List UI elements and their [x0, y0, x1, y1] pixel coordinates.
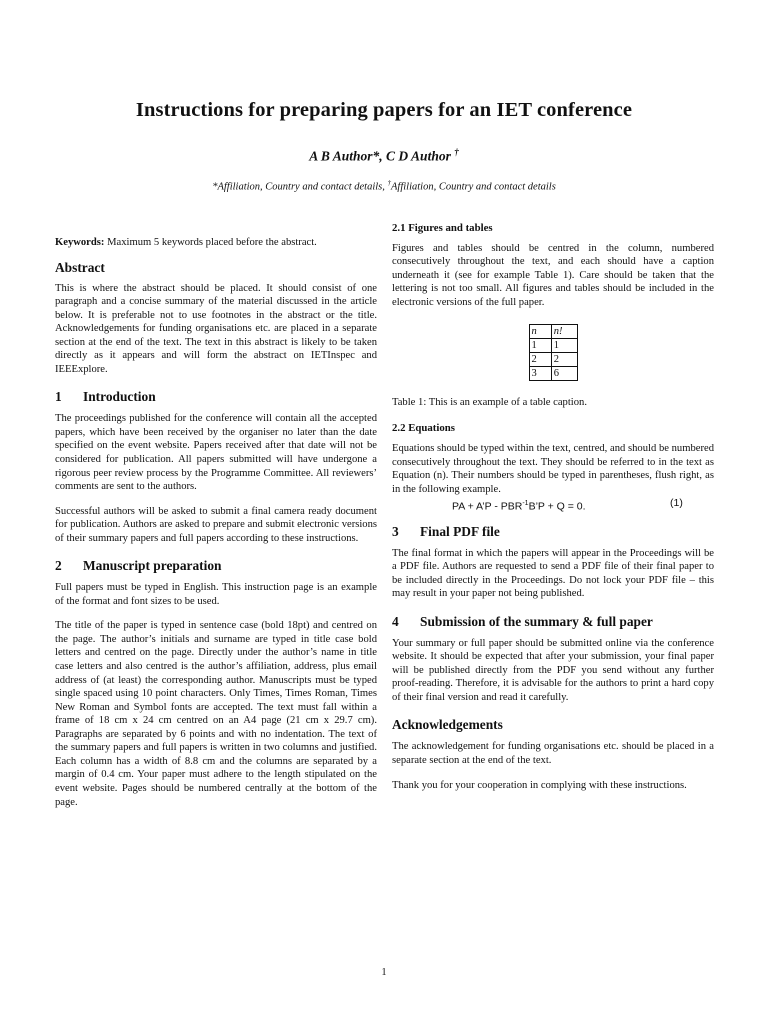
right-column: [392, 222, 714, 792]
manuscript-paragraph-2: The title of the paper is typed in sentence case (bold 18pt) and centred on the page. The author’s initials and surname are typed in title case bold letters and centred on the page. Directly under the author’s name in title case letters and also centred is the author’s affiliation, address, plus email address of (at least) the corresponding author. Manuscripts must be typed single spaced using 10 point characters. Only Times, Times Roman, Times New Roman and Symbol fonts are accepted. The text must fall within a frame of 18 cm x 24 cm centred on an A4 page (21 cm x 29.7 cm). Paragraphs are separated by 6 points and with no indentation. The text of the summary papers and full papers is written in two columns and justified. Each column has a width of 8.8 cm and the columns are separated by a margin of 0.4 cm. Your paper must adhere to the length stipulated on the event website. Pages should be numbered centrally at the bottom of the page.: [55, 620, 377, 808]
manuscript-heading: [55, 558, 377, 574]
table-cell: 2: [551, 353, 577, 367]
intro-title: Introduction: [83, 389, 156, 405]
paper-title: Instructions for preparing papers for an IET conference: [135, 99, 633, 121]
affiliation-1: *Affiliation, Country and contact details,: [212, 181, 388, 193]
table-cell: 3: [529, 367, 551, 381]
submission-title: Submission of the summary & full paper: [420, 613, 653, 629]
table-row: [529, 339, 577, 353]
manuscript-paragraph-1: Full papers must be typed in English. This instruction page is an example of the format and font sizes to be used.: [55, 582, 377, 607]
keywords-text: Maximum 5 keywords placed before the abstract.: [104, 237, 317, 248]
ack-paragraph-1: The acknowledgement for funding organisations etc. should be placed in a separate section at the end of the text.: [392, 741, 714, 767]
pdf-text: The final format in which the papers will appear in the Proceedings will be a PDF file. Authors are requested to send a PDF file of their final paper to be included directly in the Proceedings. Do not lock your PDF file – this may result in your paper not being published.: [392, 547, 714, 600]
dagger-mark: †: [454, 147, 459, 157]
table-cell: 2: [529, 353, 551, 367]
abstract-text: This is where the abstract should be placed. It should consist of one paragraph and a concise summary of the material discussed in the article below. It is preferable not to use footnotes in the abstract or the title. Acknowledgements for funding organisations etc. are placed in a separate section at the end of the text. The text in this abstract is likely to be taken directly as it appears and will form the abstract on IETInspec and IEEExplore.: [55, 282, 377, 375]
table-row: [529, 367, 577, 381]
table-caption: Table 1: This is an example of a table caption.: [392, 397, 587, 409]
manuscript-title: Manuscript preparation: [83, 558, 222, 574]
equations-text: Equations should be typed within the text, centred, and should be numbered consecutively throughout the text. They should be referred to in the text as Equation (n). Their numbers should be typed in parentheses, flush right, as in the following example.: [392, 443, 714, 496]
table-cell: 1: [551, 339, 577, 353]
table-header-cell: n: [529, 325, 551, 339]
pdf-heading: [392, 524, 714, 540]
page-number: 1: [381, 967, 387, 978]
table-cell: 6: [551, 367, 577, 381]
example-table: [529, 324, 578, 381]
table-header-row: [529, 325, 577, 339]
intro-paragraph-2: Successful authors will be asked to submit a final camera ready document for publication. Authors are asked to prepare and submit electronic versions of their summary papers and full papers according to these instructions.: [55, 505, 377, 544]
abstract-heading: Abstract: [55, 259, 105, 275]
author-line: [0, 147, 768, 165]
table-row: [529, 353, 577, 367]
ack-heading: Acknowledgements: [392, 717, 503, 733]
submission-text: Your summary or full paper should be submitted online via the conference website. It should be expected that after your submission, your final paper will be published directly from the PDF you send without any further proof-reading. Therefore, it is advisable for the authors to print a hard copy of their final version and read it carefully.: [392, 637, 714, 703]
affiliation-line: [0, 179, 768, 193]
pdf-number: 3: [392, 523, 399, 539]
equation-superscript: -1: [522, 499, 529, 507]
affiliation-dagger: †: [387, 179, 391, 187]
authors-text: A B Author*, C D Author: [309, 148, 451, 164]
keywords: [55, 236, 377, 250]
intro-heading: [55, 389, 377, 405]
equation-1: [392, 497, 714, 511]
keywords-label: Keywords:: [55, 237, 105, 248]
intro-number: 1: [55, 389, 62, 405]
equation-expression: [452, 497, 586, 514]
equation-number: (1): [670, 496, 683, 509]
manuscript-number: 2: [55, 558, 62, 574]
ack-paragraph-2: Thank you for your cooperation in complying with these instructions.: [392, 779, 687, 791]
submission-heading: [392, 614, 714, 630]
figures-text: Figures and tables should be centred in the column, numbered consecutively throughout the text, and each should have a caption underneath it (see for example Table 1). Care should be taken that the lettering is not too small. All figures and tables should be included in the electronic versions of the full paper.: [392, 242, 714, 308]
equations-heading: 2.2 Equations: [392, 421, 456, 434]
left-column: [55, 222, 377, 809]
equation-part-a: PA + A’P - PBR: [452, 500, 523, 513]
pdf-title: Final PDF file: [420, 523, 500, 539]
submission-number: 4: [392, 613, 399, 629]
affiliation-2: Affiliation, Country and contact details: [391, 181, 556, 193]
table-header-cell: n!: [551, 325, 577, 339]
table-cell: 1: [529, 339, 551, 353]
equation-part-b: B’P + Q = 0.: [528, 500, 586, 513]
figures-heading: 2.1 Figures and tables: [392, 222, 493, 234]
intro-paragraph-1: The proceedings published for the conference will contain all the accepted papers, which have been received by the organiser no later than the date specified on the event website. Papers received after that date will not be considered for publication. All papers submitted will have undergone a rigorous peer review process by the Programme Committee. All reviewers’ comments are sent to the authors.: [55, 413, 377, 493]
